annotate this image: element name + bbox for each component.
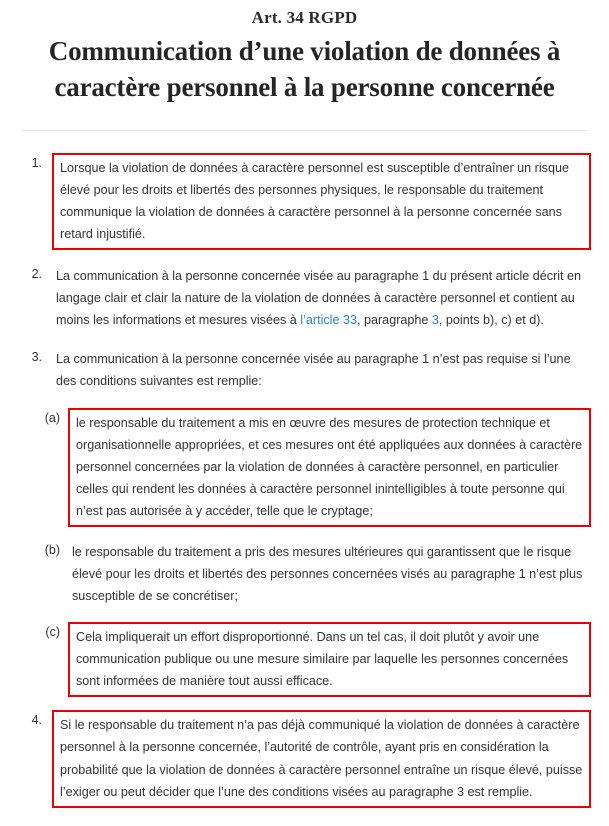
paragraph-text: Lorsque la violation de données à caractère personnel est susceptible d’entraîner un risque élevé pour les droits et libertés des personnes physiques, le responsable du traitement communique la violation de données à caractère personnel à la personne concernée sans retard injustifié.: [52, 153, 591, 250]
link-paragraph-3[interactable]: 3: [431, 313, 439, 327]
list-item: [18, 153, 591, 250]
subparagraph-text: le responsable du traitement a mis en œuvre des mesures de protection technique et organisationnelle appropriées, et ces mesures ont été appliquées aux données à caractère personnel concernées par la violation de données à caractère personnel, en particulier celles qui rendent les données à caractère personnel inintelligibles à toute personne qui n’est pas autorisée à y accéder, telle que le cryptage;: [68, 408, 591, 527]
paragraph-text-before-link: La communication à la personne concernée visée au paragraphe 1 du présent article décrit en langage clair et clair la nature de la violation de données à caractère personnel et contient au moins les informations et mesures visées à: [56, 268, 582, 327]
subparagraph-text: Cela impliquerait un effort disproportionné. Dans un tel cas, il doit plutôt y avoir une communication publique ou une mesure similaire par laquelle les personnes concernées sont informées de manière tout aussi efficace.: [68, 622, 591, 697]
article-eyebrow: Art. 34 RGPD: [251, 8, 358, 27]
paragraph-text-middle: , paragraphe: [356, 313, 432, 327]
list-item: [18, 347, 591, 394]
paragraph-text: [52, 264, 591, 333]
list-item: [18, 710, 591, 807]
subparagraph-marker: (a): [44, 411, 60, 426]
subparagraph-text: le responsable du traitement a pris des mesures ultérieures qui garantissent que le risque élevé pour les droits et libertés des personnes concernées visés au paragraphe 1 n’est plus susceptible de se concrétiser;: [72, 545, 583, 604]
document-page: [0, 8, 609, 808]
subparagraph-marker: (b): [44, 543, 60, 558]
paragraph-marker: 4.: [31, 713, 42, 728]
paragraph-text: La communication à la personne concernée visée au paragraphe 1 n’est pas requise si l’une des conditions suivantes est remplie:: [56, 352, 571, 389]
article-paragraph-list: [18, 153, 591, 808]
list-item: [18, 622, 591, 697]
paragraph-text-after: , points b), c) et d).: [438, 313, 544, 327]
paragraph-marker: 2.: [31, 266, 42, 281]
page-title: Communication d’une violation de données à caractère personnel à la personne concernée: [48, 36, 561, 102]
paragraph-marker: 1.: [31, 155, 42, 170]
sub-paragraph-list: [18, 408, 591, 697]
link-article-33[interactable]: l’article 33: [300, 313, 357, 327]
list-item: [18, 264, 591, 333]
list-item: [18, 540, 591, 609]
list-item: [18, 408, 591, 527]
paragraph-marker: 3.: [31, 350, 42, 365]
subparagraph-marker: (c): [45, 625, 60, 640]
paragraph-text: Si le responsable du traitement n’a pas déjà communiqué la violation de données à caractère personnel à la personne concernée, l’autorité de contrôle, ayant pris en considération la probabilité que la violation de données à caractère personnel entraîne un risque élevé, puisse l’exiger ou peut décider que l’une des conditions visées au paragraphe 3 est remplie.: [52, 710, 591, 807]
header-divider: [22, 130, 587, 131]
